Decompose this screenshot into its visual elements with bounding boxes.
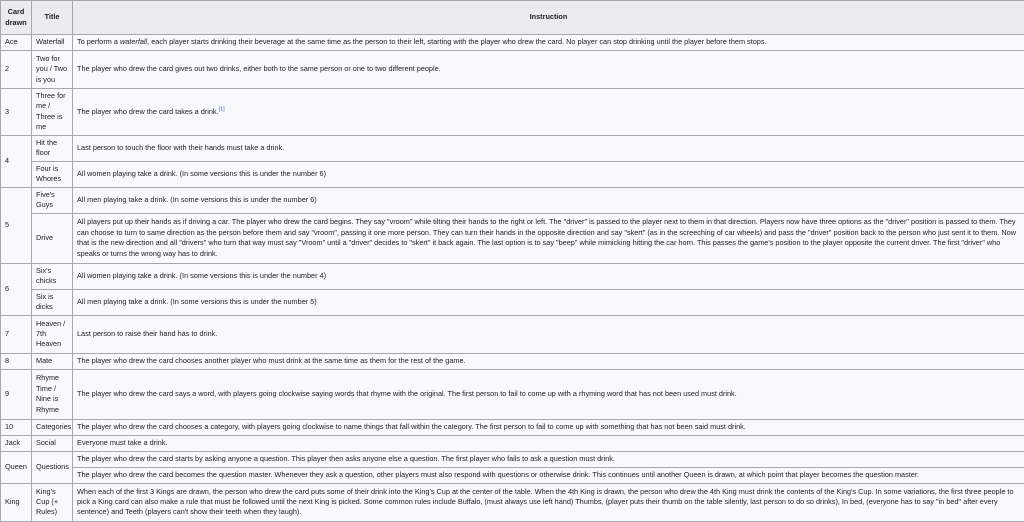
header-row bbox=[1, 1, 1024, 35]
title-cell: Four is Whores bbox=[32, 161, 73, 187]
card-cell: 9 bbox=[1, 369, 32, 419]
title-cell: Six is dicks bbox=[32, 289, 73, 315]
title-cell: Waterfall bbox=[32, 35, 73, 51]
instruction-cell: The player who drew the card says a word, with players going clockwise saying words that rhyme with the original. The first person to fail to come up with a rhyming word that has not been used must drink. bbox=[73, 369, 1024, 419]
instruction-cell: All men playing take a drink. (In some versions this is under the number 5) bbox=[73, 289, 1024, 315]
title-cell: Heaven / 7th Heaven bbox=[32, 315, 73, 353]
title-cell: Five's Guys bbox=[32, 187, 73, 213]
title-cell: King's Cup (+ Rules) bbox=[32, 483, 73, 521]
table-row bbox=[1, 419, 1024, 435]
instruction-cell: The player who drew the card chooses a category, with players going clockwise to name things that fall within the category. The first person to fail to come up with something that has not been said must drink. bbox=[73, 419, 1024, 435]
table-row bbox=[1, 369, 1024, 419]
card-cell: 5 bbox=[1, 187, 32, 263]
table-row bbox=[1, 315, 1024, 353]
instruction-cell: The player who drew the card chooses another player who must drink at the same time as them for the rest of the game. bbox=[73, 353, 1024, 369]
title-cell: Six's chicks bbox=[32, 263, 73, 289]
card-cell: 8 bbox=[1, 353, 32, 369]
waterfall-link[interactable]: waterfall bbox=[120, 37, 147, 46]
instruction-cell: Last person to touch the floor with their hands must take a drink. bbox=[73, 135, 1024, 161]
title-cell: Mate bbox=[32, 353, 73, 369]
title-cell: Drive bbox=[32, 213, 73, 263]
header-title[interactable]: Title bbox=[32, 1, 73, 35]
card-cell: King bbox=[1, 483, 32, 521]
title-cell: Rhyme Time / Nine is Rhyme bbox=[32, 369, 73, 419]
card-cell: 7 bbox=[1, 315, 32, 353]
header-card-drawn[interactable]: Card drawn bbox=[1, 1, 32, 35]
header-instruction[interactable]: Instruction bbox=[73, 1, 1024, 35]
instruction-cell bbox=[73, 35, 1024, 51]
title-cell: Questions bbox=[32, 451, 73, 483]
card-cell: 10 bbox=[1, 419, 32, 435]
table-row bbox=[1, 135, 1024, 161]
instruction-cell: When each of the first 3 Kings are drawn, the person who drew the card puts some of their drink into the King's Cup at the center of the table. When the 4th King is drawn, the person who drew the 4th King must drink the contents of the King's Cup. In some variations, the first three people to pick a King card can also make a rule that must be followed until the next King is picked. Some common rules include Buffalo, (must always use left hand) Thumbs, (player puts their thumb on the table silently, last person to do so drinks), In bed, (everyone has to say "in bed" after every sentence) and Teeth (players can't show their teeth when they laugh). bbox=[73, 483, 1024, 521]
card-cell: 3 bbox=[1, 89, 32, 136]
table-row bbox=[1, 483, 1024, 521]
table-row bbox=[1, 353, 1024, 369]
table-row bbox=[1, 35, 1024, 51]
title-cell: Hit the floor bbox=[32, 135, 73, 161]
table-row bbox=[1, 263, 1024, 289]
card-cell: 4 bbox=[1, 135, 32, 187]
title-cell: Categories bbox=[32, 419, 73, 435]
title-cell: Social bbox=[32, 435, 73, 451]
instruction-text: The player who drew the card takes a drink. bbox=[77, 107, 219, 116]
instruction-cell: All women playing take a drink. (In some versions this is under the number 4) bbox=[73, 263, 1024, 289]
table-row bbox=[1, 289, 1024, 315]
instruction-text-post: , each player starts drinking their beverage at the same time as the person to their left, starting with the player who drew the card. No player can stop drinking until the player before them stops. bbox=[147, 37, 766, 46]
table-row bbox=[1, 161, 1024, 187]
instruction-cell: Last person to raise their hand has to drink. bbox=[73, 315, 1024, 353]
instruction-cell: The player who drew the card becomes the question master. Whenever they ask a question, other players must also respond with questions or otherwise drink. This continues until another Queen is drawn, at which point that player becomes the question master. bbox=[73, 467, 1024, 483]
table-row bbox=[1, 213, 1024, 263]
instruction-cell: All women playing take a drink. (In some versions this is under the number 6) bbox=[73, 161, 1024, 187]
instruction-cell bbox=[73, 89, 1024, 136]
table-row bbox=[1, 187, 1024, 213]
table-row bbox=[1, 467, 1024, 483]
table-row bbox=[1, 451, 1024, 467]
instruction-cell: The player who drew the card starts by asking anyone a question. This player then asks anyone else a question. The first player who fails to ask a question must drink. bbox=[73, 451, 1024, 467]
instruction-cell: The player who drew the card gives out two drinks, either both to the same person or one to two different people. bbox=[73, 51, 1024, 89]
instruction-cell: All players put up their hands as if driving a car. The player who drew the card begins. They say "vroom" while tilting their hands to the right or left. The "driver" is passed to the player next to them in that direction. Players now have three options as the "driver" position is passed to them. They can choose to turn to same direction as the person before them and say "vroom", passing it one more person. They can turn their hands in the opposite direction and say "skert" (as in the screeching of car wheels) and pass the "driver" position back to the person who just sent it to them. Now that is the new direction and all "drivers" who turn that way must say "Vroom" until a "driver" decides to "skert" it back again. The last option is to say "beep" while mimicking hitting the car horn. This passes the game's position to the player opposite the current driver. The first "driver" who speaks or turns the wrong way has to drink. bbox=[73, 213, 1024, 263]
title-cell: Three for me / Three is me bbox=[32, 89, 73, 136]
card-cell: Queen bbox=[1, 451, 32, 483]
title-cell: Two for you / Two is you bbox=[32, 51, 73, 89]
table-row bbox=[1, 51, 1024, 89]
card-cell: Ace bbox=[1, 35, 32, 51]
instruction-cell: Everyone must take a drink. bbox=[73, 435, 1024, 451]
card-cell: 6 bbox=[1, 263, 32, 315]
card-cell: Jack bbox=[1, 435, 32, 451]
reference-link[interactable]: [1] bbox=[219, 106, 225, 112]
instruction-text-pre: To perform a bbox=[77, 37, 120, 46]
instruction-cell: All men playing take a drink. (In some versions this is under the number 6) bbox=[73, 187, 1024, 213]
table-row bbox=[1, 89, 1024, 136]
card-cell: 2 bbox=[1, 51, 32, 89]
table-row bbox=[1, 435, 1024, 451]
